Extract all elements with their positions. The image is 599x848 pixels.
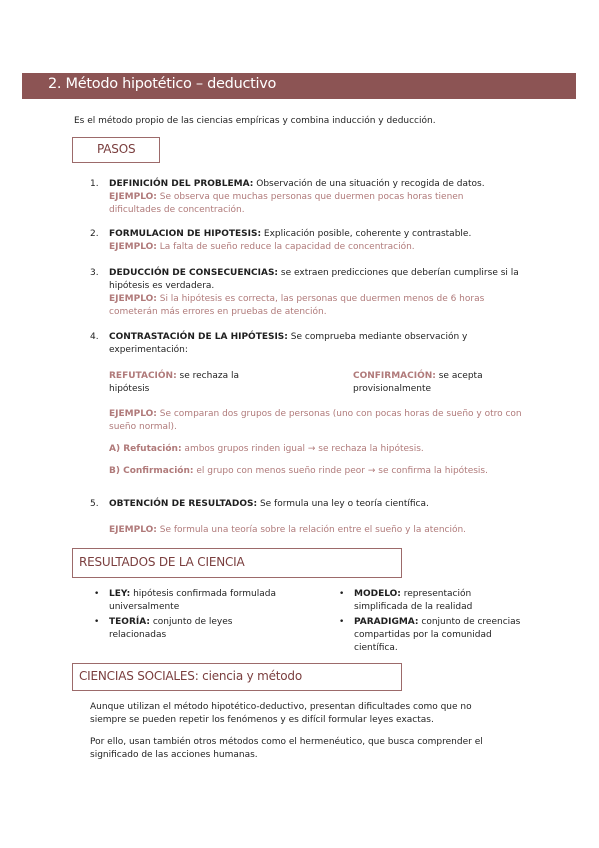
step-4-text: Se comprueba mediante observación y experimentación:: [109, 332, 468, 355]
bullet-icon: •: [94, 617, 100, 627]
step-1-number: 1.: [90, 179, 99, 189]
step-5-number: 5.: [90, 499, 99, 509]
step-4-example-label: EJEMPLO:: [109, 409, 157, 419]
step-4-example: [109, 408, 534, 434]
b-label: B) Confirmación:: [109, 466, 194, 476]
resultado-modelo: [354, 588, 524, 614]
step-2-example-label: EJEMPLO:: [109, 242, 157, 252]
step-4-example-text: Se comparan dos grupos de personas (uno con pocas horas de sueño y otro con sueño normal).: [109, 409, 522, 432]
resultado-paradigma: [354, 616, 529, 655]
modelo-text: representación simplificada de la realidad: [354, 589, 473, 612]
step-1-head: DEFINICIÓN DEL PROBLEMA:: [109, 179, 254, 189]
step-2-number: 2.: [90, 229, 99, 239]
confirmacion-text: se acepta provisionalmente: [353, 371, 483, 394]
step-4-refutacion-example: [109, 443, 539, 456]
refutacion-block: [109, 370, 269, 396]
section-title: 2. Método hipotético – deductivo: [48, 76, 277, 92]
step-3-text: se extraen predicciones que deberían cumplirse si la hipótesis es verdadera.: [109, 268, 519, 291]
confirmacion-label: CONFIRMACIÓN:: [353, 371, 436, 381]
step-1-example-text: Se observa que muchas personas que duermen pocas horas tienen dificultades de concentración.: [109, 192, 464, 215]
step-5-example: [109, 524, 549, 537]
ley-text: hipótesis confirmada formulada universalmente: [109, 589, 276, 612]
step-1-example-label: EJEMPLO:: [109, 192, 157, 202]
paradigma-label: PARADIGMA:: [354, 617, 419, 627]
step-1-text: Observación de una situación y recogida de datos.: [253, 179, 485, 189]
a-label: A) Refutación:: [109, 444, 182, 454]
b-text: el grupo con menos sueño rinde peor → se confirma la hipótesis.: [193, 466, 488, 476]
step-2-head: FORMULACION DE HIPOTESIS:: [109, 229, 262, 239]
step-4-head: CONTRASTACIÓN DE LA HIPÓTESIS:: [109, 332, 288, 342]
paradigma-text: conjunto de creencias compartidas por la comunidad científica.: [354, 617, 521, 653]
section-banner: [22, 73, 576, 99]
step-5: [109, 498, 529, 511]
resultado-teoria: [109, 616, 279, 642]
step-2-example-text: La falta de sueño reduce la capacidad de concentración.: [156, 242, 415, 252]
step-5-example-text: Se formula una teoría sobre la relación entre el sueño y la atención.: [156, 525, 467, 535]
sociales-heading-box: [72, 663, 402, 691]
step-4: [109, 331, 489, 357]
step-2-text: Explicación posible, coherente y contrastable.: [261, 229, 472, 239]
ley-label: LEY:: [109, 589, 131, 599]
step-5-example-label: EJEMPLO:: [109, 525, 157, 535]
bullet-icon: •: [339, 589, 345, 599]
resultado-ley: [109, 588, 279, 614]
step-3-example-label: EJEMPLO:: [109, 294, 157, 304]
sociales-paragraph-2: Por ello, usan también otros métodos como el hermenéutico, que busca comprender el significado de las acciones humanas.: [90, 737, 483, 760]
resultados-heading-box: [72, 548, 402, 578]
pasos-heading: PASOS: [97, 142, 136, 156]
step-1: [109, 178, 509, 217]
step-4-confirmacion-example: [109, 465, 549, 478]
step-2: [109, 228, 529, 254]
step-3: [109, 267, 521, 319]
teoria-label: TEORÍA:: [109, 617, 150, 627]
teoria-text: conjunto de leyes relacionadas: [109, 617, 233, 640]
refutacion-text: se rechaza la hipótesis: [109, 371, 239, 394]
intro-text: Es el método propio de las ciencias empíricas y combina inducción y deducción.: [74, 116, 436, 126]
bullet-icon: •: [94, 589, 100, 599]
step-3-number: 3.: [90, 268, 99, 278]
pasos-heading-box: [72, 137, 160, 163]
resultados-heading: RESULTADOS DE LA CIENCIA: [79, 555, 245, 569]
refutacion-label: REFUTACIÓN:: [109, 371, 177, 381]
modelo-label: MODELO:: [354, 589, 401, 599]
sociales-heading: CIENCIAS SOCIALES: ciencia y método: [79, 669, 302, 683]
step-4-number: 4.: [90, 332, 99, 342]
step-3-example-text: Si la hipótesis es correcta, las personas que duermen menos de 6 horas cometerán más errores en pruebas de atención.: [109, 294, 485, 317]
step-5-text: Se formula una ley o teoría científica.: [257, 499, 429, 509]
step-3-head: DEDUCCIÓN DE CONSECUENCIAS:: [109, 268, 279, 278]
a-text: ambos grupos rinden igual → se rechaza la hipótesis.: [181, 444, 424, 454]
bullet-icon: •: [339, 617, 345, 627]
confirmacion-block: [353, 370, 503, 396]
step-5-head: OBTENCIÓN DE RESULTADOS:: [109, 499, 258, 509]
sociales-paragraph-1: Aunque utilizan el método hipotético-deductivo, presentan dificultades como que no siempre se pueden repetir los fenómenos y es difícil formular leyes exactas.: [90, 702, 472, 725]
